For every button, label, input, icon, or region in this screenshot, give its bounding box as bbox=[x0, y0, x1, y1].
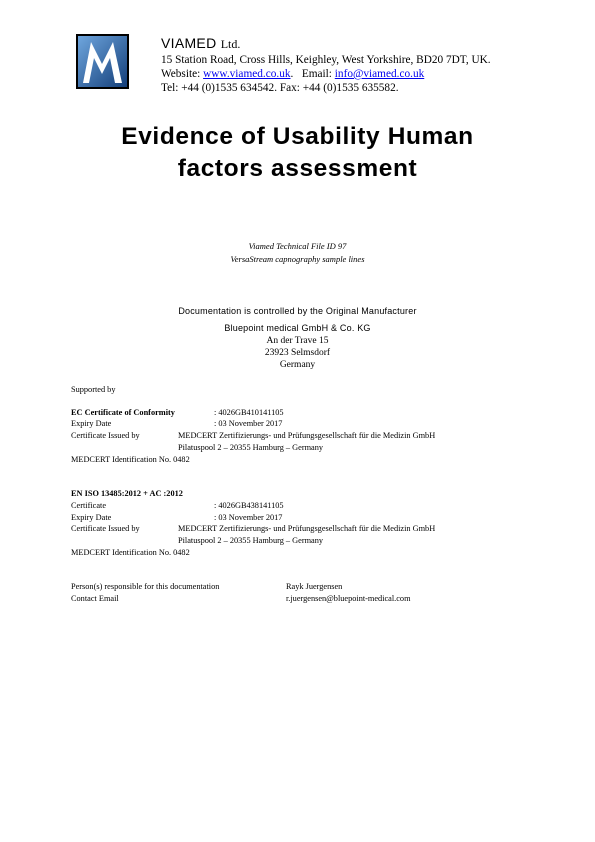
cert1-issuer: MEDCERT Zertifizierungs- und Prüfungsgesellschaft für die Medizin GmbH bbox=[178, 431, 436, 440]
document-title-line2: factors assessment bbox=[177, 155, 418, 182]
contact-email[interactable]: r.juergensen@bluepoint-medical.com bbox=[286, 594, 411, 603]
cert1-id: MEDCERT Identification No. 0482 bbox=[71, 455, 190, 464]
cert1-heading: EC Certificate of Conformity bbox=[71, 408, 175, 417]
cert1-number: : 4026GB410141105 bbox=[214, 408, 284, 417]
control-statement: Documentation is controlled by the Original Manufacturer bbox=[178, 306, 417, 316]
manufacturer-city: 23923 Selmsdorf bbox=[264, 348, 331, 358]
contact-email-label: Contact Email bbox=[71, 594, 119, 603]
cert2-id: MEDCERT Identification No. 0482 bbox=[71, 548, 190, 557]
cert1-issuer-label: Certificate Issued by bbox=[71, 431, 140, 440]
cert2-heading: EN ISO 13485:2012 + AC :2012 bbox=[71, 489, 183, 498]
cert2-issuer-label: Certificate Issued by bbox=[71, 524, 140, 533]
manufacturer-name: Bluepoint medical GmbH & Co. KG bbox=[224, 323, 371, 333]
company-phone: Tel: +44 (0)1535 634542. Fax: +44 (0)1535 635582. bbox=[161, 82, 399, 94]
product-name: VersaStream capnography sample lines bbox=[230, 254, 365, 264]
manufacturer-country: Germany bbox=[279, 360, 316, 370]
manufacturer-street: An der Trave 15 bbox=[266, 336, 329, 346]
cert2-expiry: : 03 November 2017 bbox=[214, 513, 283, 522]
document-title-line1: Evidence of Usability Human bbox=[121, 123, 474, 150]
responsible-label: Person(s) responsible for this documentation bbox=[71, 582, 220, 591]
company-suffix: Ltd. bbox=[220, 37, 241, 51]
company-name bbox=[161, 36, 240, 51]
company-brand: VIAMED bbox=[161, 35, 217, 51]
cert2-issuer-address: Pilatuspool 2 – 20355 Hamburg – Germany bbox=[178, 536, 324, 545]
responsible-name: Rayk Juergensen bbox=[286, 582, 343, 591]
cert1-expiry-label: Expiry Date bbox=[71, 419, 112, 428]
company-web-line: Website: www.viamed.co.uk. Email: info@viamed.co.uk bbox=[161, 68, 425, 80]
viamed-logo bbox=[76, 34, 129, 89]
website-label: Website: bbox=[161, 68, 201, 80]
email-label: Email: bbox=[301, 68, 332, 80]
cert1-expiry: : 03 November 2017 bbox=[214, 419, 283, 428]
cert2-issuer: MEDCERT Zertifizierungs- und Prüfungsgesellschaft für die Medizin GmbH bbox=[178, 524, 436, 533]
cert2-label: Certificate bbox=[71, 501, 107, 510]
file-id: Viamed Technical File ID 97 bbox=[248, 241, 347, 251]
supported-by: Supported by bbox=[71, 385, 116, 394]
cert1-issuer-address: Pilatuspool 2 – 20355 Hamburg – Germany bbox=[178, 443, 324, 452]
email-link[interactable]: info@viamed.co.uk bbox=[334, 68, 425, 80]
company-address: 15 Station Road, Cross Hills, Keighley, West Yorkshire, BD20 7DT, UK. bbox=[161, 54, 491, 66]
cert2-expiry-label: Expiry Date bbox=[71, 513, 112, 522]
cert2-number: : 4026GB438141105 bbox=[214, 501, 284, 510]
website-link[interactable]: www.viamed.co.uk bbox=[203, 68, 291, 80]
